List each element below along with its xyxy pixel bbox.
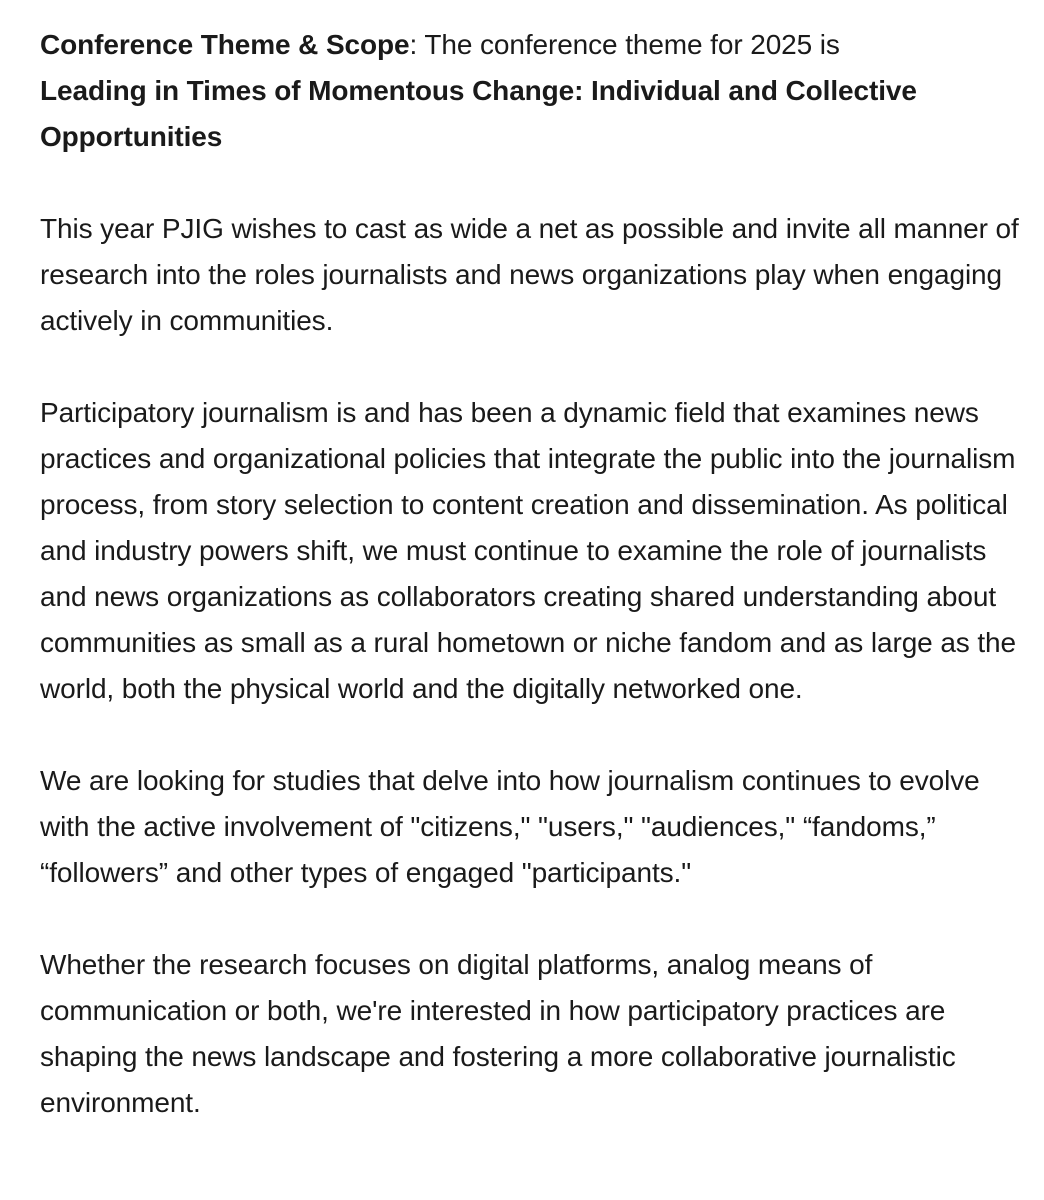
document-body [40, 22, 1020, 1126]
label-separator: : [409, 29, 425, 60]
conference-theme-title: Leading in Times of Momentous Change: Individual and Collective Opportunities [40, 75, 917, 152]
scope-paragraph-2: Participatory journalism is and has been a dynamic field that examines news practices and organizational policies that integrate the public into the journalism process, from story selection to content creation and dissemination. As political and industry powers shift, we must continue to examine the role of journalists and news organizations as collaborators creating shared understanding about communities as small as a rural hometown or niche fandom and as large as the world, both the physical world and the digitally networked one. [40, 397, 1016, 704]
scope-paragraph-1: This year PJIG wishes to cast as wide a net as possible and invite all manner of research into the roles journalists and news organizations play when engaging actively in communities. [40, 213, 1019, 336]
scope-paragraph-3: We are looking for studies that delve into how journalism continues to evolve with the active involvement of "citizens," "users," "audiences," “fandoms,” “followers” and other types of engaged "participants." [40, 765, 980, 888]
scope-paragraph-4: Whether the research focuses on digital platforms, analog means of communication or both, we're interested in how participatory practices are shaping the news landscape and fostering a more collaborative journalistic environment. [40, 949, 956, 1118]
theme-scope-label: Conference Theme & Scope [40, 29, 410, 60]
theme-paragraph [40, 22, 1020, 160]
theme-lead-text: The conference theme for 2025 is [424, 29, 840, 60]
